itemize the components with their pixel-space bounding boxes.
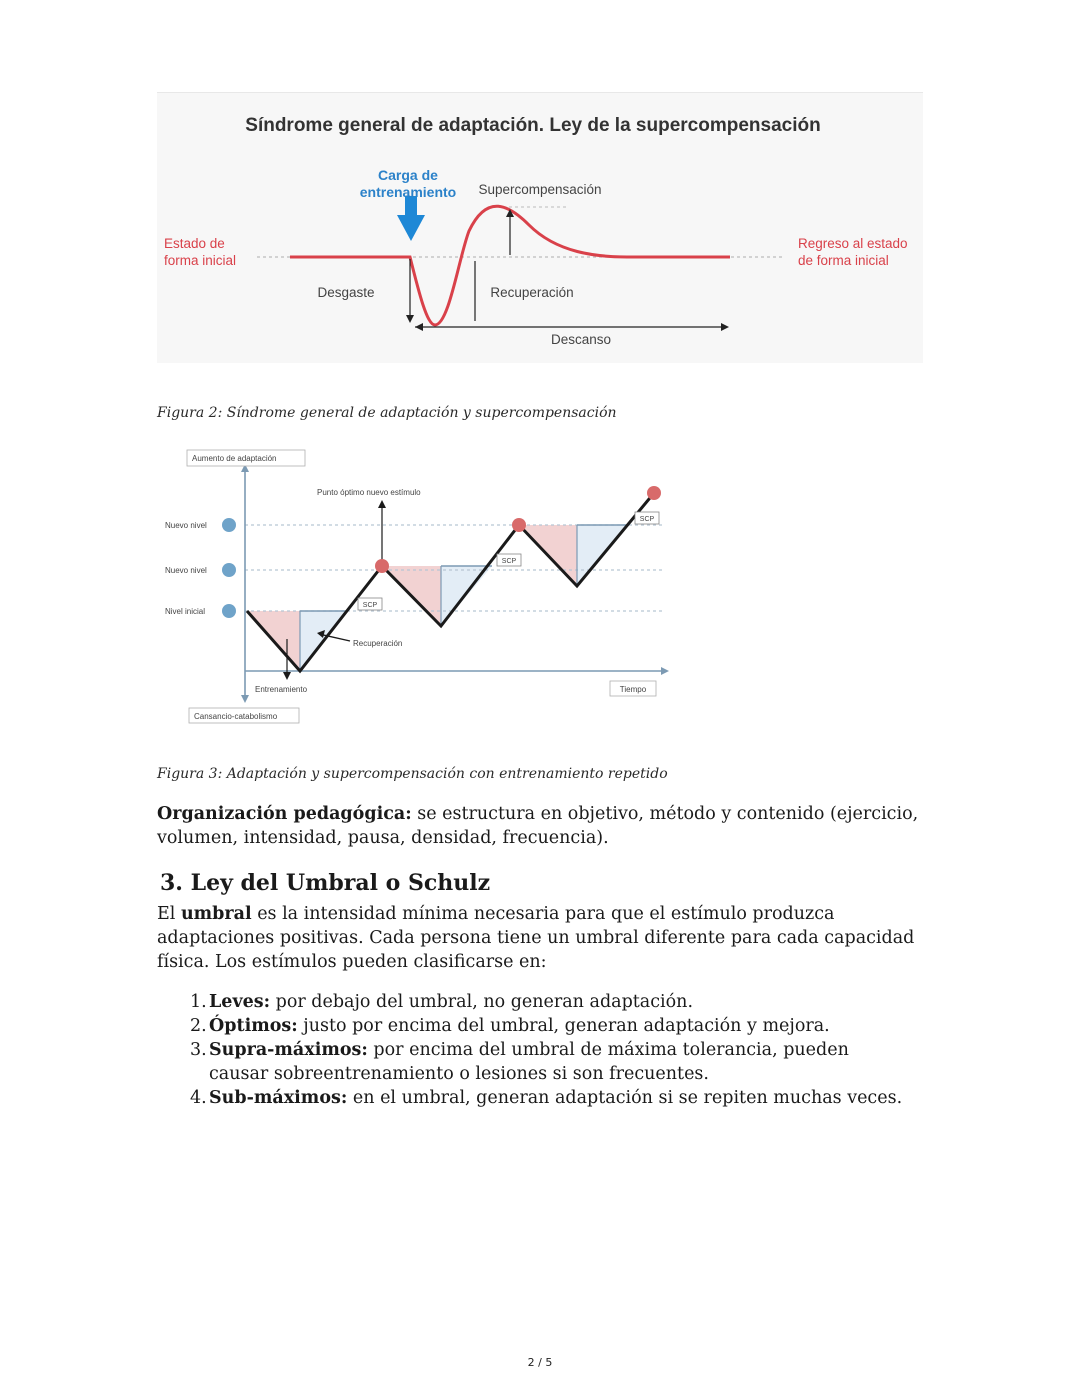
list-item-label: Sub-máximos: [209,1088,348,1108]
intro-post: es la intensidad mínima necesaria para que el estímulo produzca adaptaciones positivas. Cada persona tiene un umbral diferente para cada capacidad física. Los estímulos pueden clasificarse en: [157,904,915,972]
figure-repeated-training [157,446,672,724]
figure-supercompensation [157,92,923,363]
list-item-text: en el umbral, generan adaptación si se repiten muchas veces. [347,1088,903,1108]
list-item-label: Leves: [209,992,271,1012]
organizacion-paragraph [157,802,927,850]
recuperacion-label-2: Recuperación [353,639,403,648]
scp-label-2: SCP [501,558,517,565]
level-dot-icon [222,518,236,532]
tiempo-label: Tiempo [619,685,647,694]
level-dot-icon [222,563,236,577]
carga-label-2: entrenamiento [359,184,457,200]
desgaste-label: Desgaste [317,285,375,300]
punto-optimo-label: Punto óptimo nuevo estímulo [317,488,421,497]
list-item [186,1086,906,1110]
list-number: 4. [190,1088,207,1108]
entrenamiento-label: Entrenamiento [255,685,308,694]
list-item-text: justo por encima del umbral, generan adaptación y mejora. [297,1016,830,1036]
aumento-label: Aumento de adaptación [192,454,277,463]
figure-2-caption: Figura 2: Síndrome general de adaptación y supercompensación [157,405,617,421]
section-3-heading: 3. Ley del Umbral o Schulz [160,870,491,896]
list-item [186,990,906,1014]
down-arrow-icon [397,196,425,241]
nuevo-nivel-label-2: Nuevo nivel [165,566,207,575]
descanso-label: Descanso [550,332,612,347]
nuevo-nivel-label-1: Nuevo nivel [165,521,207,530]
recuperacion-label: Recuperación [490,285,574,300]
list-item-text: por encima del umbral de máxima tolerancia, pueden causar sobreentrenamiento o lesiones si son frecuentes. [209,1040,849,1084]
list-item-label: Óptimos: [209,1016,298,1036]
page-number: 2 / 5 [527,1356,553,1369]
fig1-title: Síndrome general de adaptación. Ley de la supercompensación [245,115,821,136]
supercompensacion-label: Supercompensación [478,182,602,197]
list-item [186,1038,906,1086]
intro-pre: El [157,904,181,924]
list-number: 2. [190,1016,207,1036]
carga-label-1: Carga de [378,167,438,183]
regreso-label-2: de forma inicial [798,253,889,268]
estado-label-1: Estado de [164,236,225,251]
estado-label-2: forma inicial [164,253,237,268]
scp-label-3: SCP [639,516,655,523]
list-item [186,1014,906,1038]
list-item-text: por debajo del umbral, no generan adaptación. [270,992,694,1012]
nivel-inicial-label: Nivel inicial [165,607,206,616]
organizacion-text: se estructura en objetivo, método y contenido (ejercicio, volumen, intensidad, pausa, densidad, frecuencia). [157,804,919,848]
list-number: 1. [190,992,207,1012]
list-number: 3. [190,1040,207,1060]
regreso-label-1: Regreso al estado [798,236,908,251]
stimulus-list [186,990,906,1110]
level-dot-icon [222,604,236,618]
organizacion-label: Organización pedagógica: [157,804,412,824]
umbral-paragraph [157,902,927,974]
cansancio-label: Cansancio-catabolismo [194,712,278,721]
figure-3-caption: Figura 3: Adaptación y supercompensación con entrenamiento repetido [157,766,668,782]
list-item-label: Supra-máximos: [209,1040,368,1060]
scp-label-1: SCP [362,602,378,609]
umbral-term: umbral [180,904,252,924]
